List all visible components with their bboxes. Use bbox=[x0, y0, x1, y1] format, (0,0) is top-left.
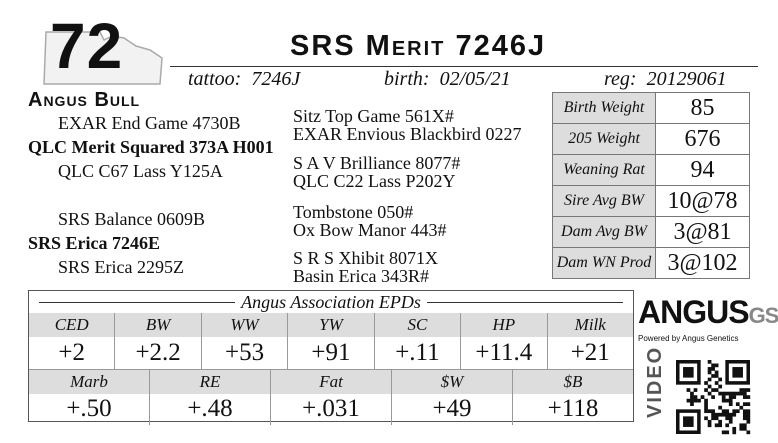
sire: QLC Merit Squared 373A H001 bbox=[28, 137, 274, 157]
breed-label: Angus Bull bbox=[28, 89, 141, 111]
stat-label: Sire Avg BW bbox=[553, 186, 656, 217]
stat-label: Weaning Rat bbox=[553, 155, 656, 186]
epd-value: +11.4 bbox=[460, 337, 546, 369]
epd-label: RE bbox=[149, 370, 270, 394]
epd-label: WW bbox=[201, 313, 287, 337]
epd-value: +.50 bbox=[66, 395, 112, 422]
stat-value: 10@78 bbox=[655, 186, 749, 217]
epd-label: Marb bbox=[70, 372, 108, 391]
epd-table bbox=[28, 290, 634, 422]
epd-label: HP bbox=[460, 313, 546, 337]
epd-heading: Angus Association EPDs bbox=[235, 292, 427, 312]
birth-value: 02/05/21 bbox=[439, 68, 511, 90]
stat-label: 205 Weight bbox=[553, 124, 656, 155]
stat-row bbox=[553, 155, 750, 186]
epd-value: +21 bbox=[547, 337, 633, 369]
stat-value: 676 bbox=[655, 124, 749, 155]
logo-tagline: Powered by Angus Genetics bbox=[638, 334, 739, 343]
tattoo bbox=[188, 68, 300, 91]
epd-value-row bbox=[29, 337, 633, 369]
epd-label: Milk bbox=[547, 313, 633, 337]
tattoo-label: tattoo: bbox=[188, 68, 242, 90]
dam: SRS Erica 7246E bbox=[28, 233, 161, 253]
great-grandparent: Basin Erica 343R# bbox=[293, 266, 429, 286]
animal-name: SRS Merit 7246J bbox=[290, 30, 547, 62]
birth-label: birth: bbox=[384, 68, 430, 90]
epd-value: +.11 bbox=[374, 337, 460, 369]
tattoo-value: 7246J bbox=[251, 68, 301, 90]
stat-row bbox=[553, 186, 750, 217]
great-grandparent: S A V Brilliance 8077# bbox=[293, 153, 461, 173]
epd-label: CED bbox=[54, 315, 89, 334]
stat-value: 85 bbox=[655, 93, 749, 124]
lot-number: 72 bbox=[50, 10, 124, 82]
qr-code-icon[interactable] bbox=[676, 360, 750, 434]
video-label: VIDEO bbox=[644, 345, 666, 418]
epd-label: Fat bbox=[270, 370, 391, 394]
registration bbox=[604, 68, 727, 91]
great-grandparent: EXAR Envious Blackbird 0227 bbox=[293, 124, 522, 144]
stat-row bbox=[553, 124, 750, 155]
epd-header bbox=[29, 291, 633, 313]
epd-value: +.031 bbox=[270, 393, 391, 425]
epd-value: +.48 bbox=[149, 393, 270, 425]
epd-value: +91 bbox=[287, 337, 373, 369]
epd-label: $W bbox=[391, 370, 512, 394]
epd-label: SC bbox=[374, 313, 460, 337]
epd-label: BW bbox=[114, 313, 200, 337]
birth-date bbox=[384, 68, 511, 91]
epd-label: $B bbox=[512, 370, 633, 394]
stat-value: 3@102 bbox=[655, 248, 749, 279]
stat-value: 94 bbox=[655, 155, 749, 186]
epd-value-row bbox=[29, 393, 633, 425]
reg-value: 20129061 bbox=[646, 68, 727, 90]
stat-label: Dam WN Prod bbox=[553, 248, 656, 279]
epd-value: +53 bbox=[201, 337, 287, 369]
epd-value: +118 bbox=[512, 393, 633, 425]
epd-value: +2 bbox=[58, 339, 86, 366]
stat-label: Dam Avg BW bbox=[553, 217, 656, 248]
sire-dam: QLC C67 Lass Y125A bbox=[58, 161, 223, 181]
logo-text: ANGUS bbox=[638, 294, 749, 330]
stat-row bbox=[553, 217, 750, 248]
great-grandparent: S R S Xhibit 8071X bbox=[293, 248, 439, 268]
great-grandparent: QLC C22 Lass P202Y bbox=[293, 171, 456, 191]
dam-dam: SRS Erica 2295Z bbox=[58, 257, 184, 277]
great-grandparent: Ox Bow Manor 443# bbox=[293, 220, 447, 240]
stat-row bbox=[553, 93, 750, 124]
reg-label: reg: bbox=[604, 68, 637, 90]
logo-suffix: GS bbox=[748, 303, 778, 328]
title-divider bbox=[170, 66, 758, 67]
stat-label: Birth Weight bbox=[553, 93, 656, 124]
epd-label: YW bbox=[287, 313, 373, 337]
great-grandparent: Sitz Top Game 561X# bbox=[293, 106, 454, 126]
epd-label-row bbox=[29, 313, 633, 337]
performance-stats bbox=[552, 92, 750, 279]
sire-sire: EXAR End Game 4730B bbox=[58, 113, 241, 133]
stat-row bbox=[553, 248, 750, 279]
stat-value: 3@81 bbox=[655, 217, 749, 248]
epd-value: +2.2 bbox=[114, 337, 200, 369]
great-grandparent: Tombstone 050# bbox=[293, 202, 414, 222]
epd-value: +49 bbox=[391, 393, 512, 425]
epd-label-row bbox=[29, 369, 633, 394]
dam-sire: SRS Balance 0609B bbox=[58, 209, 205, 229]
